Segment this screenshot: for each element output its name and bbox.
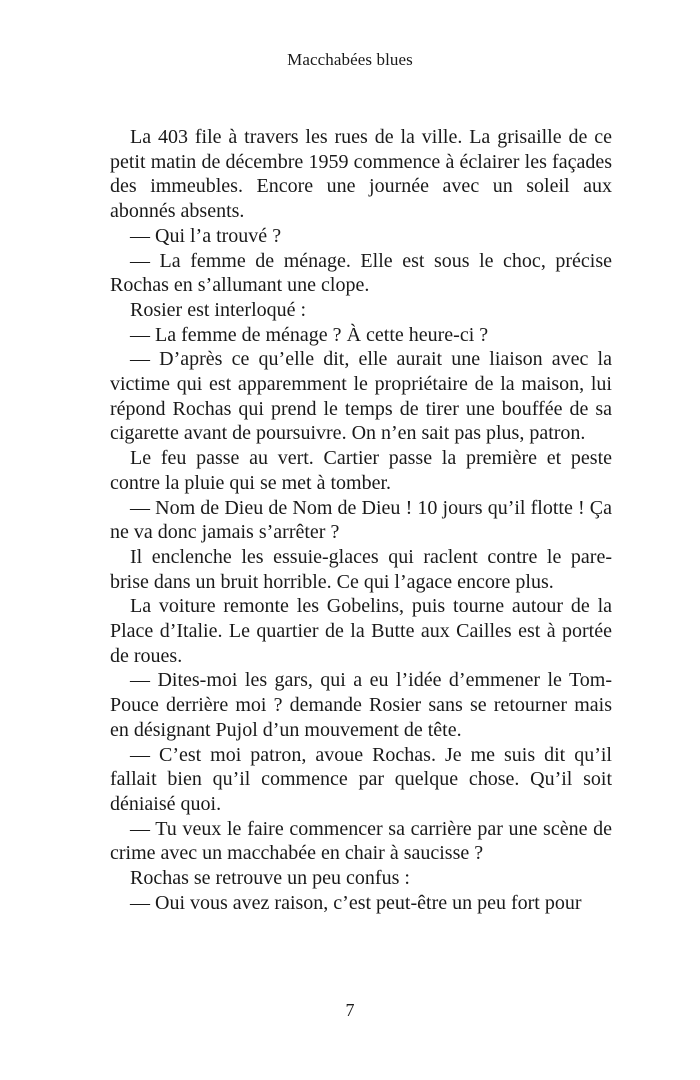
paragraph: — La femme de ménage. Elle est sous le choc, précise Rochas en s’allumant une clope. [110, 249, 612, 297]
paragraph: Il enclenche les essuie-glaces qui raclent contre le pare-brise dans un bruit horrible. Ce qui l’agace encore plus. [110, 545, 612, 593]
paragraph: — Nom de Dieu de Nom de Dieu ! 10 jours qu’il flotte ! Ça ne va donc jamais s’arrêter ? [110, 496, 612, 544]
paragraph: — Tu veux le faire commencer sa carrière par une scène de crime avec un macchabée en chair à saucisse ? [110, 817, 612, 865]
paragraph: — C’est moi patron, avoue Rochas. Je me suis dit qu’il fallait bien qu’il commence par quelque chose. Qu’il soit déniaisé quoi. [110, 743, 612, 815]
paragraph: — Qui l’a trouvé ? [130, 224, 282, 247]
paragraph: — D’après ce qu’elle dit, elle aurait une liaison avec la victime qui est apparemment le propriétaire de la maison, lui répond Rochas qui prend le temps de tirer une bouffée de sa cigarette avant de poursuivre. On n’en sait pas plus, patron. [110, 348, 612, 445]
paragraph: Rochas se retrouve un peu confus : [130, 867, 410, 890]
running-title: Macchabées blues [287, 50, 413, 69]
paragraph: — La femme de ménage ? À cette heure-ci ? [130, 323, 489, 346]
page-number: 7 [345, 1000, 355, 1020]
paragraph: La voiture remonte les Gobelins, puis tourne autour de la Place d’Italie. Le quartier de la Butte aux Cailles est à portée de roues. [110, 595, 612, 667]
paragraph: — Oui vous avez raison, c’est peut-être un peu fort pour [130, 891, 582, 914]
paragraph: Le feu passe au vert. Cartier passe la première et peste contre la pluie qui se met à tomber. [110, 447, 612, 494]
paragraph: — Dites-moi les gars, qui a eu l’idée d’emmener le Tom-Pouce derrière moi ? demande Rosier sans se retourner mais en désignant Pujol d’un mouvement de tête. [110, 669, 612, 741]
paragraph: La 403 file à travers les rues de la ville. La grisaille de ce petit matin de décembre 1959 commence à éclairer les façades des immeubles. Encore une journée avec un soleil aux abonnés absents. [110, 126, 612, 223]
body-text [110, 125, 612, 916]
paragraph: Rosier est interloqué : [130, 298, 307, 321]
